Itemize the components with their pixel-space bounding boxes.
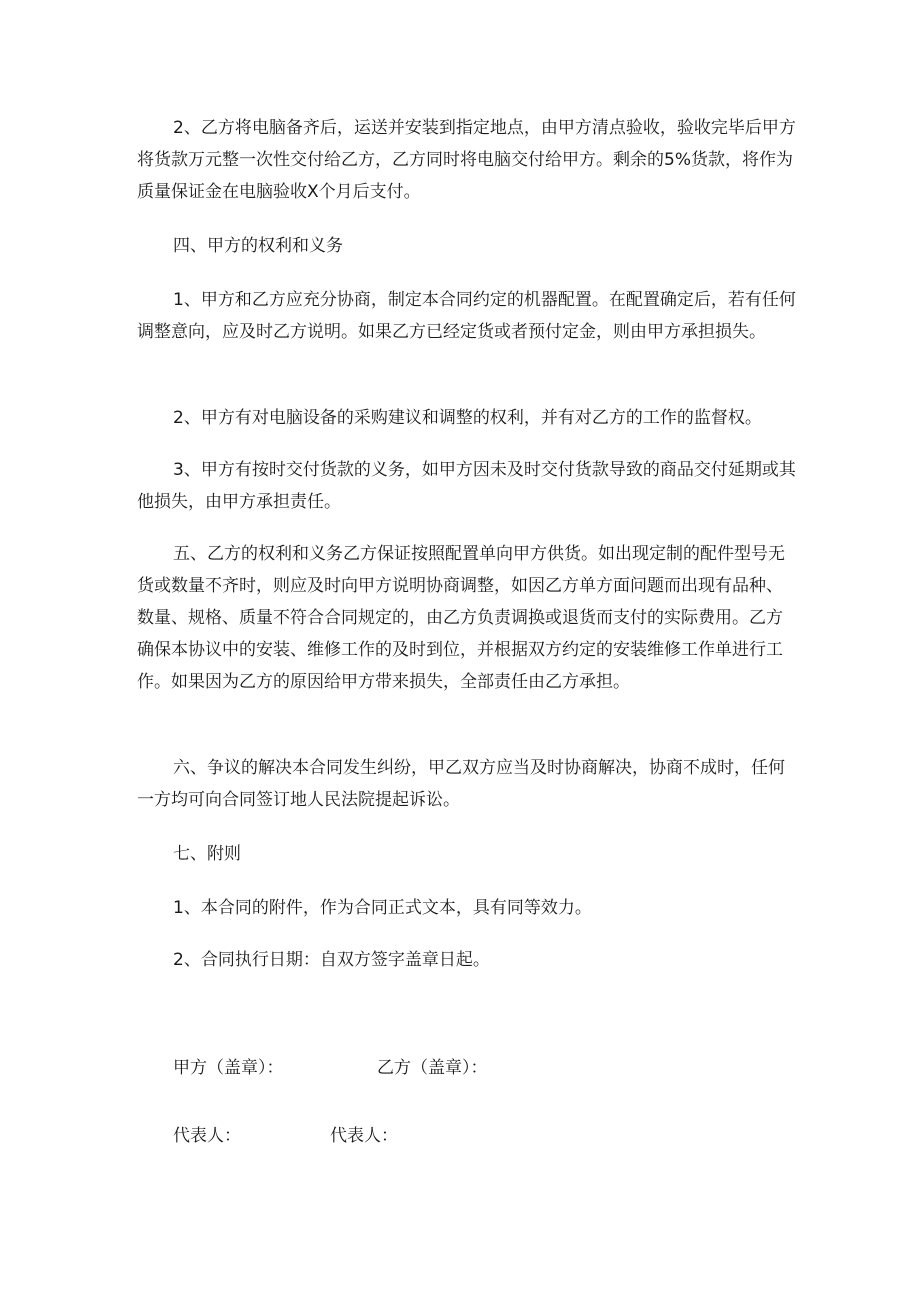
party-b-seal-label: 乙方（盖章）： [377, 1058, 488, 1078]
party-a-representative-label: 代表人： [173, 1126, 241, 1146]
party-a-clause-2: 2、甲方有对电脑设备的采购建议和调整的权利，并有对乙方的工作的监督权。 [173, 408, 762, 428]
appendix-clause-1: 1、本合同的附件，作为合同正式文本，具有同等效力。 [173, 898, 592, 918]
section-heading-appendix: 七、附则 [173, 844, 241, 864]
party-a-seal-label: 甲方（盖章）： [173, 1058, 284, 1078]
party-a-clause-3: 3、甲方有按时交付货款的义务，如甲方因未及时交付货款导致的商品交付延期或其他损失，由甲方承担责任。 [137, 460, 796, 512]
party-b-representative-label: 代表人： [330, 1126, 398, 1146]
section-heading-party-a: 四、甲方的权利和义务 [173, 236, 343, 256]
payment-clause: 2、乙方将电脑备齐后，运送并安装到指定地点，由甲方清点验收，验收完毕后甲方将货款万元整一次性交付给乙方，乙方同时将电脑交付给甲方。剩余的5%货款，将作为质量保证金在电脑验收X个月后支付。 [137, 118, 796, 202]
appendix-clause-2: 2、合同执行日期：自双方签字盖章日起。 [173, 950, 490, 970]
party-a-clause-1: 1、甲方和乙方应充分协商，制定本合同约定的机器配置。在配置确定后，若有任何调整意向，应及时乙方说明。如果乙方已经定货或者预付定金，则由甲方承担损失。 [137, 290, 796, 342]
party-b-section: 五、乙方的权利和义务乙方保证按照配置单向甲方供货。如出现定制的配件型号无货或数量不齐时，则应及时向甲方说明协商调整，如因乙方单方面问题而出现有品种、数量、规格、质量不符合合同规定的，由乙方负责调换或退货而支付的实际费用。乙方确保本协议中的安装、维修工作的及时到位，并根据双方约定的安装维修工作单进行工作。如果因为乙方的原因给甲方带来损失，全部责任由乙方承担。 [137, 544, 785, 692]
dispute-section: 六、争议的解决本合同发生纠纷，甲乙双方应当及时协商解决，协商不成时，任何一方均可向合同签订地人民法院提起诉讼。 [137, 758, 785, 810]
